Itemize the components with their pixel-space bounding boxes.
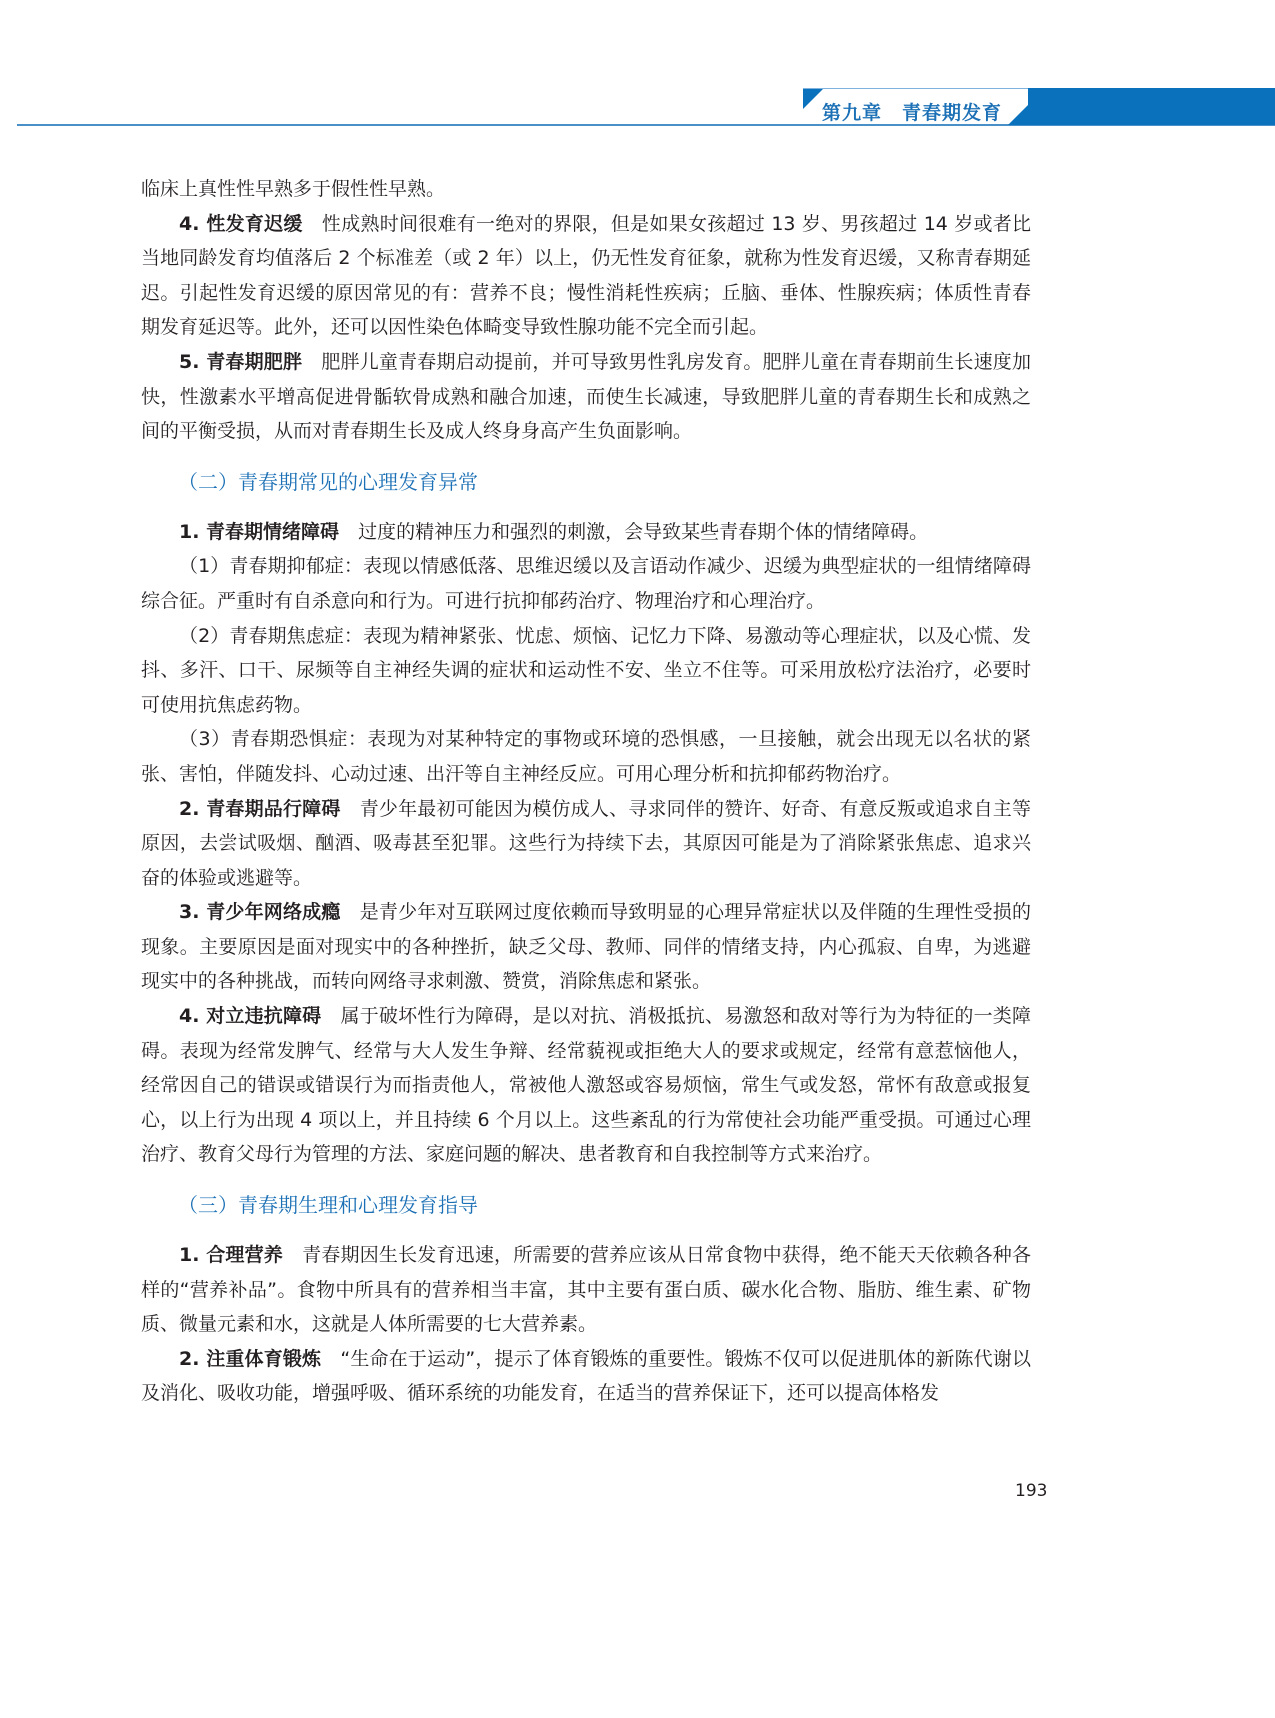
header-color-bar <box>1028 88 1275 125</box>
section-heading: （三）青春期生理和心理发育指导 <box>178 1193 478 1218</box>
paragraph <box>141 1342 1031 1411</box>
paragraph <box>141 515 1031 550</box>
paragraph <box>141 792 1031 896</box>
item-label: 5. 青春期肥胖 <box>179 350 303 373</box>
header-corner-decoration <box>803 89 823 109</box>
item-label: 3. 青少年网络成瘾 <box>179 901 341 924</box>
paragraph-text: “生命在于运动”，提示了体育锻炼的重要性。锻炼不仅可以促进肌体的新陈代谢以及消化、吸收功能，增强呼吸、循环系统的功能发育，在适当的营养保证下，还可以提高体格发 <box>141 1347 1031 1405</box>
chapter-title: 第九章 青春期发育 <box>822 102 1003 124</box>
paragraph: 临床上真性性早熟多于假性性早熟。 <box>141 178 446 200</box>
page-number: 193 <box>1015 1481 1048 1501</box>
item-label: 2. 注重体育锻炼 <box>179 1347 322 1370</box>
section-heading: （二）青春期常见的心理发育异常 <box>178 469 478 494</box>
paragraph: （1）青春期抑郁症：表现以情感低落、思维迟缓以及言语动作减少、迟缓为典型症状的一组情绪障碍综合征。严重时有自杀意向和行为。可进行抗抑郁药治疗、物理治疗和心理治疗。 <box>141 555 1031 612</box>
paragraph <box>141 999 1031 1172</box>
paragraph: （2）青春期焦虑症：表现为精神紧张、忧虑、烦恼、记忆力下降、易激动等心理症状，以及心慌、发抖、多汗、口干、尿频等自主神经失调的症状和运动性不安、坐立不住等。可采用放松疗法治疗，必要时可使用抗焦虑药物。 <box>141 624 1031 716</box>
paragraph-text: 青少年最初可能因为模仿成人、寻求同伴的赞许、好奇、有意反叛或追求自主等原因，去尝试吸烟、酗酒、吸毒甚至犯罪。这些行为持续下去，其原因可能是为了消除紧张焦虑、追求兴奋的体验或逃避等。 <box>141 797 1031 889</box>
item-label: 2. 青春期品行障碍 <box>179 797 341 820</box>
paragraph <box>141 345 1031 449</box>
paragraph-text: 是青少年对互联网过度依赖而导致明显的心理异常症状以及伴随的生理性受损的现象。主要原因是面对现实中的各种挫折，缺乏父母、教师、同伴的情绪支持，内心孤寂、自卑，为逃避现实中的各种挑战，而转向网络寻求刺激、赞赏，消除焦虑和紧张。 <box>141 901 1031 993</box>
paragraph-text: 属于破坏性行为障碍，是以对抗、消极抵抗、易激怒和敌对等行为为特征的一类障碍。表现为经常发脾气、经常与大人发生争辩、经常藐视或拒绝大人的要求或规定，经常有意惹恼他人，经常因自己的错误或错误行为而指责他人，常被他人激怒或容易烦恼，常生气或发怒，常怀有敌意或报复心，以上行为出现 4 项以上，并且持续 6 个月以上。这些紊乱的行为常使社会功能严重受损。可通过心理治疗、教育父母行为管理的方法、家庭问题的解决、患者教育和自我控制等方式来治疗。 <box>141 1005 1031 1166</box>
page-body <box>141 172 1031 1411</box>
paragraph-text: 过度的精神压力和强烈的刺激，会导致某些青春期个体的情绪障碍。 <box>339 520 929 543</box>
paragraph <box>141 207 1031 345</box>
header-corner-decoration <box>1008 105 1028 125</box>
item-label: 1. 合理营养 <box>179 1244 283 1267</box>
paragraph-text: 青春期因生长发育迅速，所需要的营养应该从日常食物中获得，绝不能天天依赖各种各样的“营养补品”。食物中所具有的营养相当丰富，其中主要有蛋白质、碳水化合物、脂肪、维生素、矿物质、微量元素和水，这就是人体所需要的七大营养素。 <box>141 1244 1031 1336</box>
paragraph-text: 性成熟时间很难有一绝对的界限，但是如果女孩超过 13 岁、男孩超过 14 岁或者比当地同龄发育均值落后 2 个标准差（或 2 年）以上，仍无性发育征象，就称为性发育迟缓，又称青春期延迟。引起性发育迟缓的原因常见的有：营养不良；慢性消耗性疾病；丘脑、垂体、性腺疾病；体质性青春期发育延迟等。此外，还可以因性染色体畸变导致性腺功能不完全而引起。 <box>141 212 1031 339</box>
paragraph <box>141 895 1031 999</box>
paragraph <box>141 1238 1031 1342</box>
item-label: 4. 性发育迟缓 <box>179 212 303 235</box>
item-label: 1. 青春期情绪障碍 <box>179 520 340 543</box>
item-label: 4. 对立违抗障碍 <box>179 1005 322 1028</box>
paragraph: （3）青春期恐惧症：表现为对某种特定的事物或环境的恐惧感，一旦接触，就会出现无以名状的紧张、害怕，伴随发抖、心动过速、出汗等自主神经反应。可用心理分析和抗抑郁药物治疗。 <box>141 728 1031 785</box>
paragraph-text: 肥胖儿童青春期启动提前，并可导致男性乳房发育。肥胖儿童在青春期前生长速度加快，性激素水平增高促进骨骺软骨成熟和融合加速，而使生长减速，导致肥胖儿童的青春期生长和成熟之间的平衡受损，从而对青春期生长及成人终身身高产生负面影响。 <box>141 350 1031 443</box>
